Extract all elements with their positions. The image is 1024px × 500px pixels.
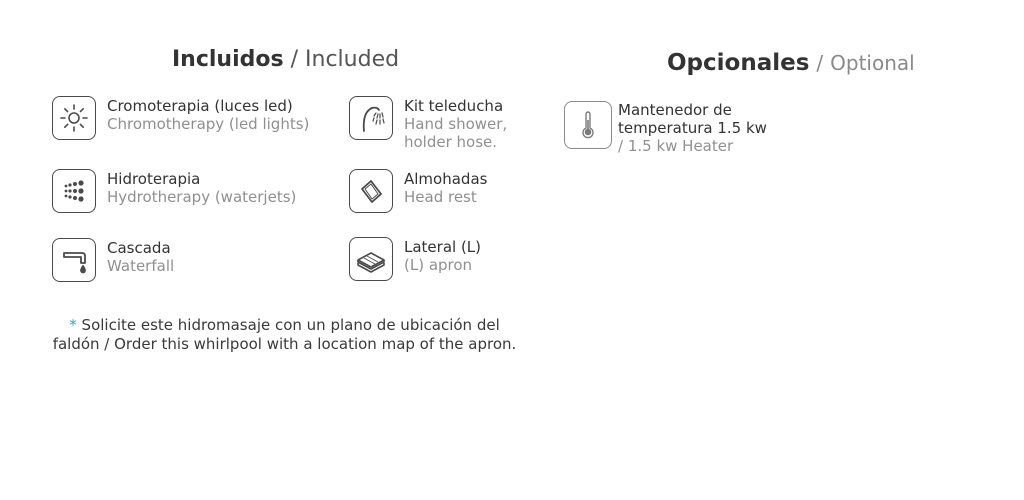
item-label-es: temperatura 1.5 kw bbox=[618, 119, 767, 137]
item-label-es: Hidroterapia bbox=[107, 170, 201, 188]
thermometer-icon bbox=[564, 101, 612, 149]
item-label-es: Almohadas bbox=[404, 170, 488, 188]
included-heading bbox=[172, 47, 399, 72]
item-label-es: Mantenedor de bbox=[618, 101, 732, 119]
included-item-text bbox=[404, 238, 481, 274]
item-label-en: holder hose. bbox=[404, 133, 498, 151]
item-label-en: Chromotherapy (led lights) bbox=[107, 115, 310, 133]
included-item-text bbox=[404, 170, 487, 206]
waterfall-icon bbox=[52, 238, 96, 282]
item-label-es: Lateral (L) bbox=[404, 238, 482, 256]
order-note bbox=[52, 316, 517, 354]
included-item-text bbox=[107, 239, 174, 275]
note-text: Solicite este hidromasaje con un plano de ubicación del faldón / Order this whirlpool with a location map of the apron. bbox=[52, 316, 517, 353]
optional-heading bbox=[667, 50, 915, 76]
optional-title: Opcionales bbox=[667, 50, 810, 76]
item-label-es: Kit teleducha bbox=[404, 97, 504, 115]
item-label-en: Hand shower, bbox=[404, 115, 508, 133]
item-label-es: Cromoterapia (luces led) bbox=[107, 97, 293, 115]
pillow-icon bbox=[349, 169, 393, 213]
included-subtitle: Included bbox=[305, 47, 400, 72]
included-item-text bbox=[107, 97, 309, 133]
included-item-text bbox=[404, 97, 507, 151]
item-label-en: Hydrotherapy (waterjets) bbox=[107, 188, 297, 206]
sun-icon bbox=[52, 96, 96, 140]
item-label-en: / 1.5 kw Heater bbox=[618, 137, 734, 155]
optional-separator: / bbox=[816, 51, 824, 75]
item-label-en: Waterfall bbox=[107, 257, 175, 275]
apron-icon bbox=[349, 237, 393, 281]
optional-subtitle: Optional bbox=[830, 51, 915, 75]
item-label-en: (L) apron bbox=[404, 256, 473, 274]
item-label-es: Cascada bbox=[107, 239, 171, 257]
note-asterisk: * bbox=[69, 316, 77, 334]
water-jets-icon bbox=[52, 169, 96, 213]
included-separator: / bbox=[290, 47, 299, 72]
optional-item-text bbox=[618, 101, 767, 155]
included-item-text bbox=[107, 170, 296, 206]
hand-shower-icon bbox=[349, 96, 393, 140]
included-title: Incluidos bbox=[172, 47, 284, 72]
item-label-en: Head rest bbox=[404, 188, 477, 206]
